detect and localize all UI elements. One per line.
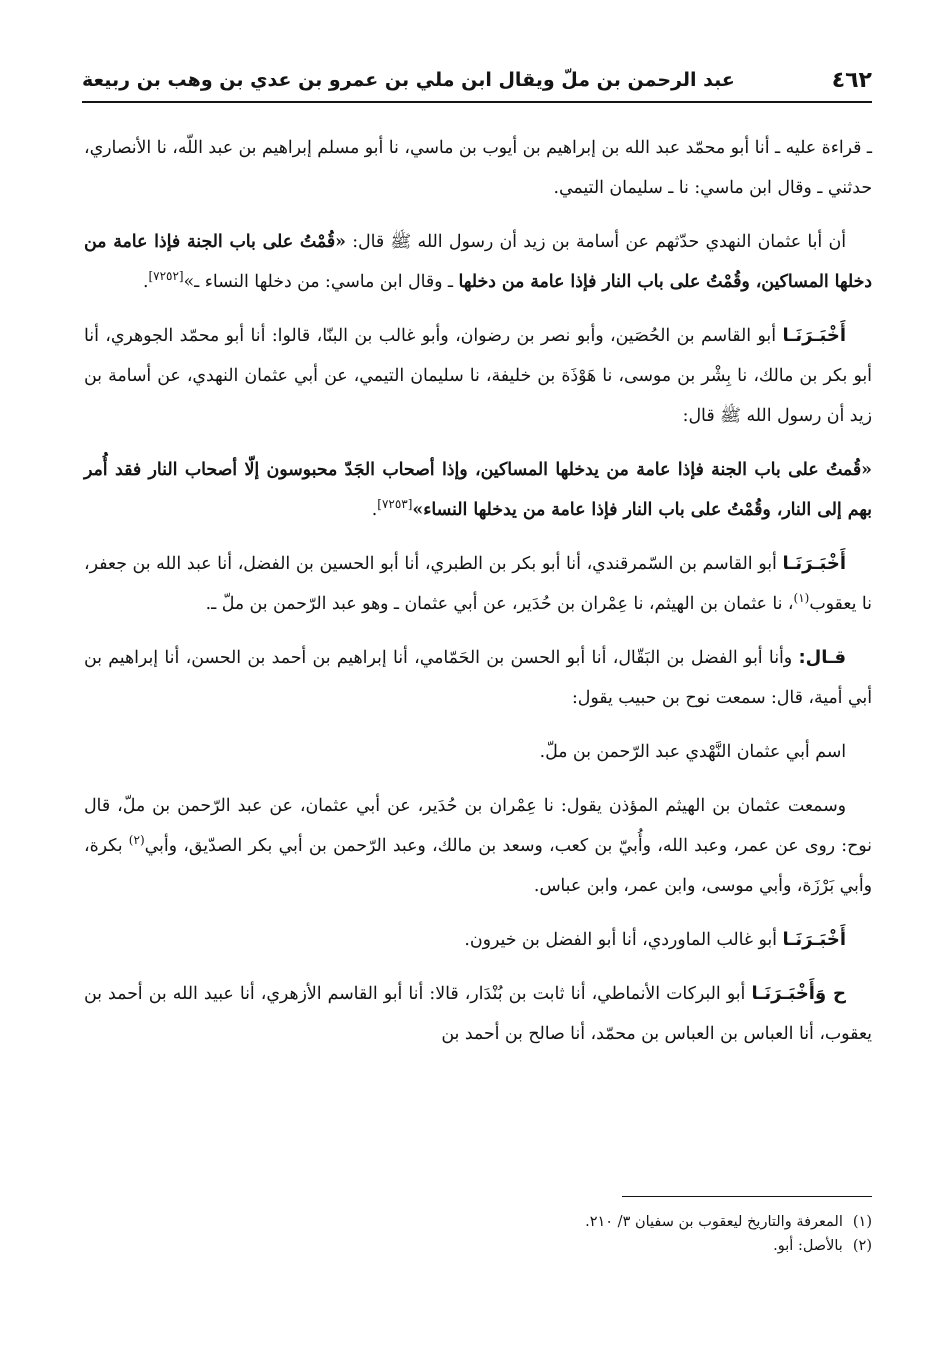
footnote: [82, 1234, 872, 1258]
header-rule: [82, 101, 872, 103]
paragraph-text: وسمعت عثمان بن الهيثم المؤذن يقول: نا عِمْران بن حُدَير، عن أبي عثمان، عن عبد الرّحمن بن ملّ، قال نوح: روى عن عمر، وعبد الله، وأُبيّ بن كعب، وسعد بن مالك، وعبد الرّحمن بن أبي بكر الصدّيق، وأبي: [84, 796, 872, 856]
footnote-text: المعرفة والتاريخ ليعقوب بن سفيان ٣/ ٢١٠.: [585, 1214, 843, 1230]
footnotes: [82, 1210, 872, 1258]
footnote-marker: (١): [793, 591, 810, 606]
footnote-rule: [622, 1196, 872, 1197]
hadith-quote: «قُمتُ على باب الجنة فإذا عامة من يدخلها المساكين، وإذا أصحاب الجَدّ محبوسون إلّا أصحاب النار فقد أُمر بهم إلى النار، وقُمْتُ على باب النار فإذا عامة من يدخلها النساء»: [84, 460, 872, 520]
akhbarana-keyword: أَخْبَـرَنَـا: [782, 929, 846, 950]
paragraph-text: ـ وقال ابن ماسي: من دخلها النساء ـ»: [183, 272, 459, 292]
footnote-text: بالأصل: أبو.: [773, 1238, 843, 1254]
paragraph-text: أبو القاسم بن السّمرقندي، أنا أبو بكر بن الطبري، أنا أبو الحسين بن الفضل، أنا عبد الله بن جعفر، نا يعقوب: [84, 554, 872, 614]
paragraph-text: أبو البركات الأنماطي، أنا ثابت بن بُنْدَار، قالا: أنا أبو القاسم الأزهري، أنا عبيد الله بن أحمد بن يعقوب، أنا العباس بن العباس بن محمّد، أنا صالح بن أحمد بن: [84, 984, 872, 1044]
footnote: [82, 1210, 872, 1234]
paragraph: [84, 128, 872, 208]
hadith-quote: «قُمْتُ على باب الجنة فإذا عامة من دخلها المساكين، وقُمْتُ على باب النار فإذا عامة من دخلها: [84, 232, 872, 292]
hadith-number: [٧٢٥٣]: [377, 497, 413, 512]
paragraph-text: وأنا أبو الفضل بن البَقّال، أنا أبو الحسن بن الحَمّامي، أنا إبراهيم بن أحمد بن الحسن، أنا إبراهيم بن أبي أمية، قال: سمعت نوح بن حبيب يقول:: [84, 648, 872, 708]
paragraph-text: ، نا عثمان بن الهيثم، نا عِمْران بن حُدَير، عن أبي عثمان ـ وهو عبد الرّحمن بن ملّ ـ.: [205, 594, 794, 614]
paragraph: [84, 222, 872, 302]
paragraph: [84, 638, 872, 718]
paragraph: [84, 316, 872, 436]
paragraph-text: أبو غالب الماوردي، أنا أبو الفضل بن خيرون.: [464, 930, 783, 950]
akhbarana-keyword: أَخْبَـرَنَـا: [782, 325, 846, 346]
paragraph-text: أبو القاسم بن الحُصَين، وأبو نصر بن رضوان، وأبو غالب بن البنّا، قالوا: أنا أبو محمّد الجوهري، أنا أبو بكر بن مالك، نا بِشْر بن موسى، نا هَوْذَة بن خليفة، نا سليمان التيمي، عن أبي عثمان النهدي، عن أسامة بن زيد أن رسول الله ﷺ قال:: [84, 326, 872, 426]
paragraph: [84, 450, 872, 530]
akhbarana-keyword: أَخْبَـرَنَـا: [782, 553, 846, 574]
page-number: ٤٦٢: [831, 67, 872, 93]
paragraph-text: بكرة، وأبي بَرْزَة، وأبي موسى، وابن عمر، وابن عباس.: [84, 836, 872, 896]
main-text: [84, 128, 872, 1068]
paragraph: [84, 920, 872, 960]
running-title: عبد الرحمن بن ملّ ويقال ابن ملي بن عمرو بن عدي بن وهب بن ربيعة: [82, 69, 735, 91]
paragraph-end: .: [371, 500, 378, 520]
paragraph-end: .: [142, 272, 149, 292]
footnote-marker: (٢): [128, 833, 145, 848]
paragraph: [84, 786, 872, 906]
paragraph: [84, 974, 872, 1054]
footnote-number: (١): [852, 1214, 872, 1230]
running-header: [82, 62, 872, 98]
hadith-number: [٧٢٥٢]: [148, 269, 184, 284]
paragraph: [84, 732, 872, 772]
paragraph-text: اسم أبي عثمان النَّهْدي عبد الرّحمن بن ملّ.: [539, 742, 846, 762]
paragraph-text: ـ قراءة عليه ـ أنا أبو محمّد عبد الله بن إبراهيم بن أيوب بن ماسي، نا أبو مسلم إبراهيم بن عبد اللّه، نا الأنصاري، حدثني ـ وقال ابن ماسي: نا ـ سليمان التيمي.: [84, 138, 872, 198]
wa-akhbarana-keyword: ح وَأَخْبَـرَنَـا: [751, 983, 846, 1004]
paragraph: [84, 544, 872, 624]
paragraph-text: أن أبا عثمان النهدي حدّثهم عن أسامة بن زيد أن رسول الله ﷺ قال:: [345, 232, 846, 252]
qala-keyword: قـال:: [798, 647, 846, 668]
footnote-number: (٢): [852, 1238, 872, 1254]
